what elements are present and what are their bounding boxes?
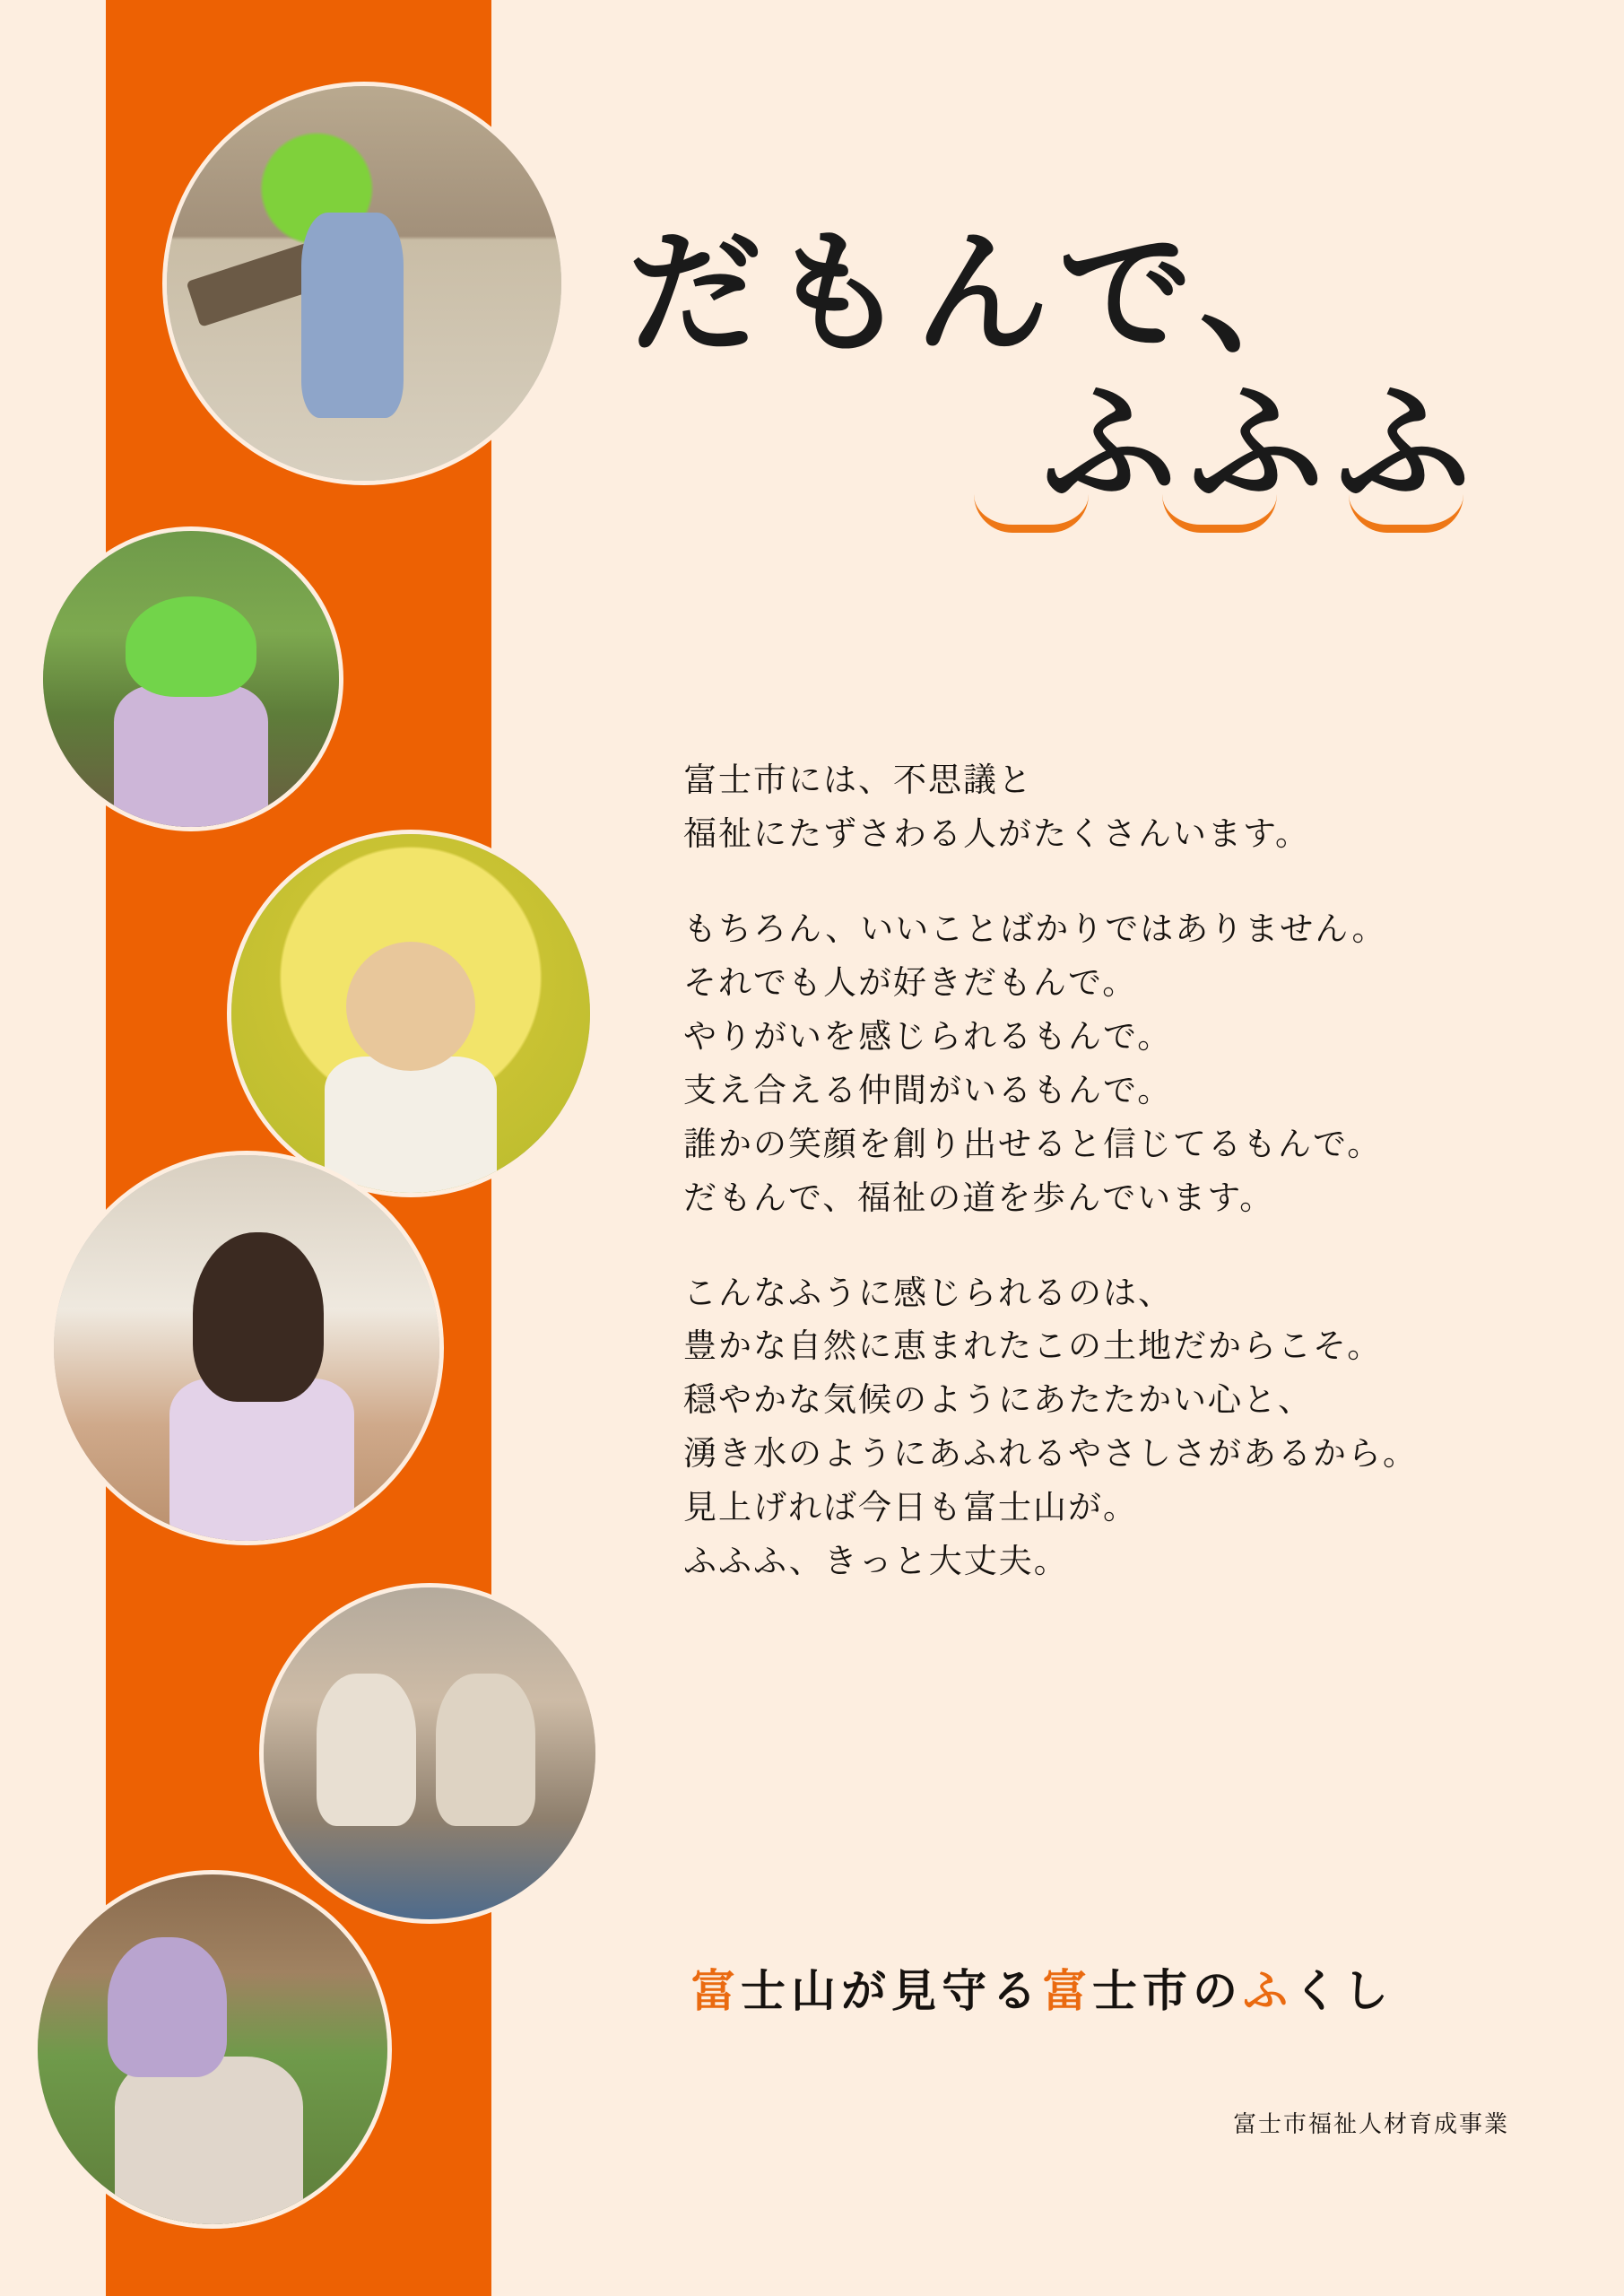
tagline-seg-1: 富 <box>690 1964 741 2017</box>
tagline-seg-6: くし <box>1293 1964 1394 2017</box>
paragraph-3 <box>683 1266 1517 1589</box>
photo-circle-2 <box>43 531 339 827</box>
body-line: やりがいを感じられるもんで。 <box>683 1016 1173 1056</box>
body-line: 福祉にたずさわる人がたくさんいます。 <box>683 813 1311 853</box>
body-line: もちろん、いいことばかりではありません。 <box>683 909 1387 948</box>
smile-underline-group <box>968 494 1471 530</box>
tagline-seg-3: 富 <box>1042 1964 1092 2017</box>
body-line: 見上げれば今日も富士山が。 <box>683 1488 1138 1527</box>
photo-circle-3 <box>231 834 590 1193</box>
smile-arc-icon <box>1349 494 1463 533</box>
body-line: 支え合える仲間がいるもんで。 <box>683 1070 1173 1109</box>
body-line: それでも人が好きだもんで。 <box>683 962 1138 1002</box>
body-line: ふふふ、きっと大丈夫。 <box>683 1542 1069 1581</box>
body-line: こんなふうに感じられるのは、 <box>683 1273 1173 1312</box>
paragraph-2 <box>683 902 1517 1225</box>
body-line: 豊かな自然に恵まれたこの土地だからこそ。 <box>683 1326 1383 1366</box>
headline <box>628 216 1507 525</box>
footer-credit: 富士市福祉人材育成事業 <box>1232 2111 1509 2138</box>
smile-arc-icon <box>1162 494 1277 533</box>
body-line: 富士市には、不思議と <box>683 761 1033 799</box>
headline-line-2-text: ふふふ <box>1041 366 1483 523</box>
tagline-seg-2: 士山が見守る <box>741 1964 1042 2017</box>
body-copy <box>683 753 1517 1630</box>
body-line: 穏やかな気候のようにあたたかい心と、 <box>683 1380 1313 1420</box>
photo-circle-5 <box>264 1587 595 1919</box>
body-line: だもんで、福祉の道を歩んでいます。 <box>683 1178 1275 1217</box>
photo-circle-4 <box>54 1155 439 1541</box>
body-line: 誰かの笑顔を創り出せると信じてるもんで。 <box>683 1124 1383 1163</box>
tagline <box>690 1955 1394 2020</box>
smile-arc-icon <box>974 494 1089 533</box>
body-line: 湧き水のようにあふれるやさしさがあるから。 <box>683 1434 1418 1474</box>
headline-line-2 <box>628 366 1507 525</box>
photo-circle-6 <box>38 1874 387 2224</box>
tagline-seg-5: ふ <box>1243 1964 1293 2017</box>
paragraph-1 <box>683 753 1517 861</box>
tagline-seg-4: 士市の <box>1092 1964 1243 2017</box>
headline-line-1: だもんで、 <box>628 216 1343 372</box>
photo-circle-1 <box>167 86 561 481</box>
